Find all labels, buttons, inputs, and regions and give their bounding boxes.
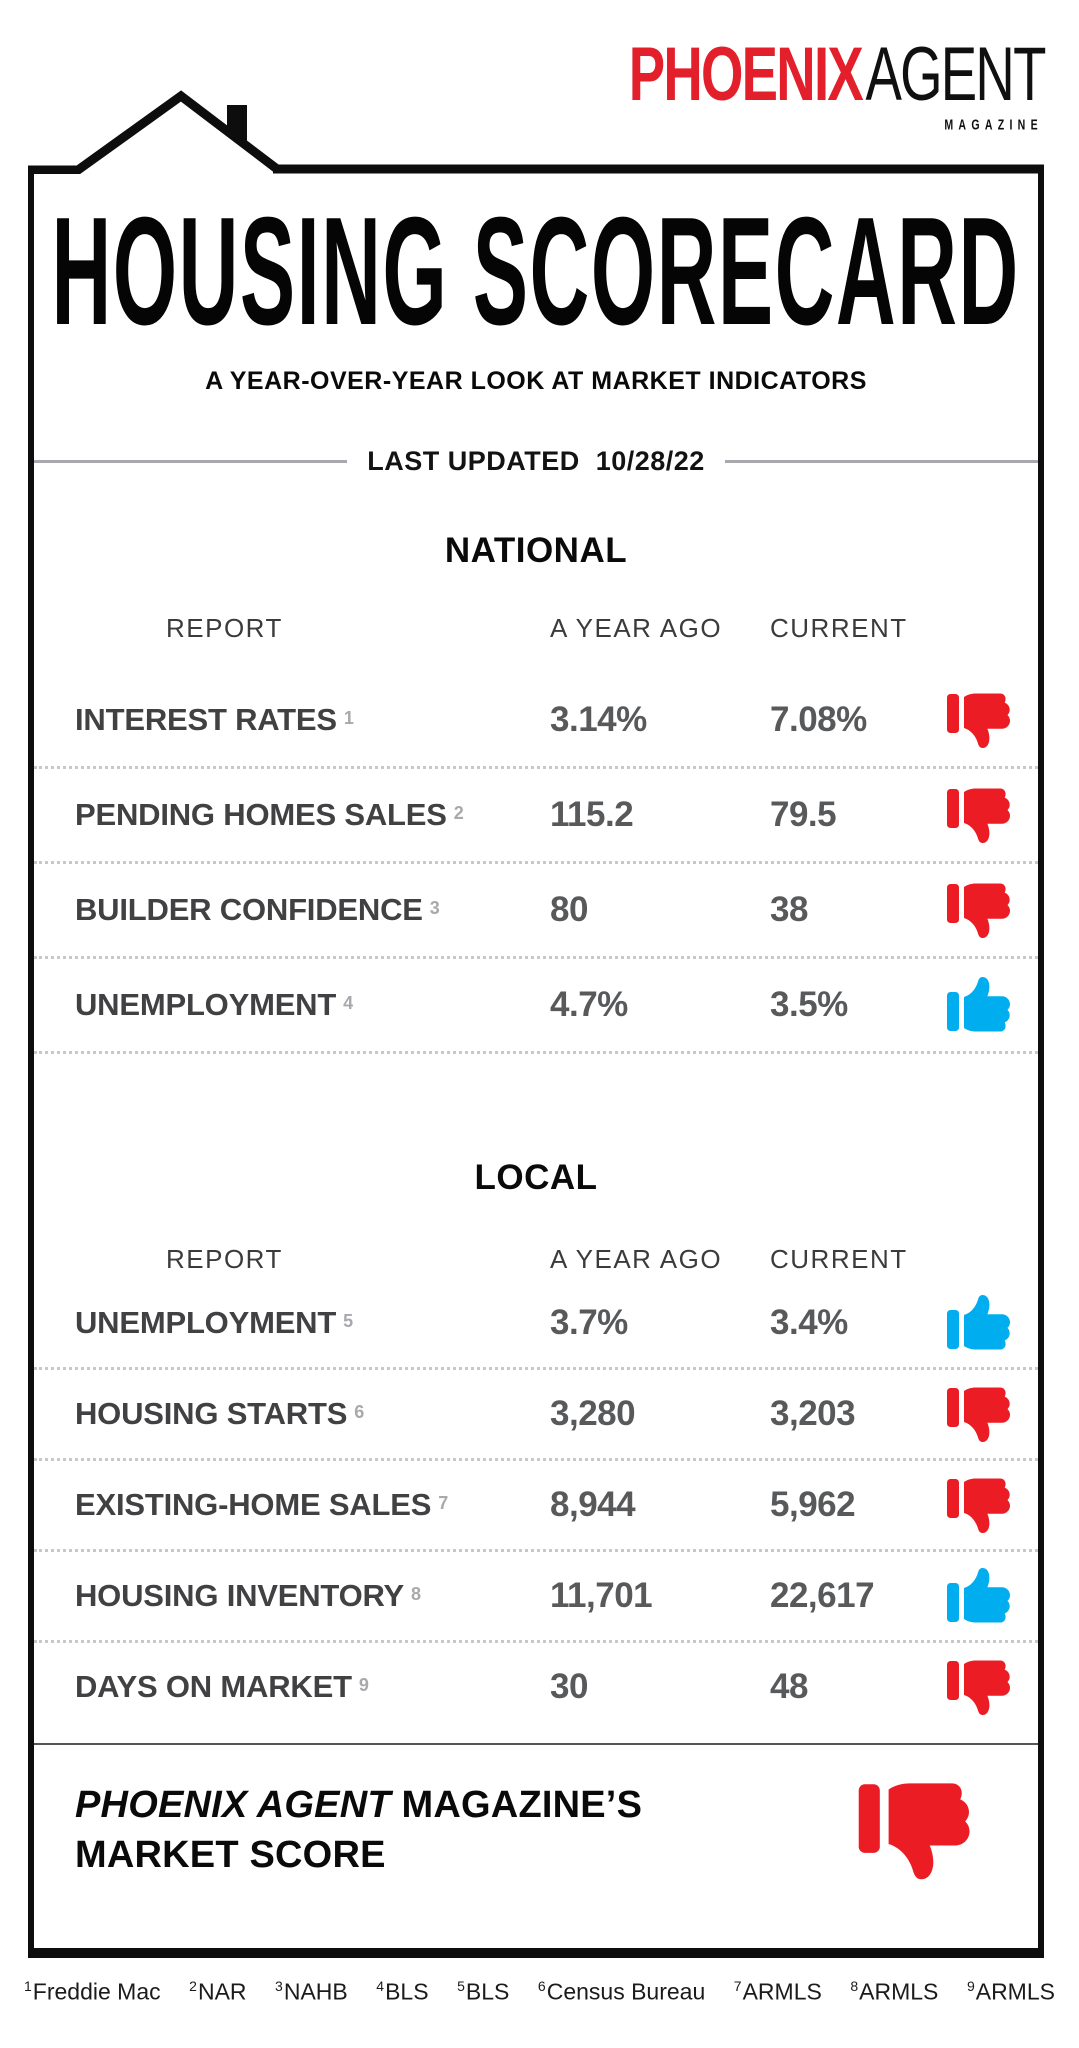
column-header-report: REPORT	[166, 613, 283, 643]
house-roof-icon	[28, 86, 1044, 174]
table-row	[34, 1367, 1038, 1458]
report-label: HOUSING INVENTORY	[75, 1578, 405, 1613]
current-value: 3,203	[770, 1394, 856, 1433]
thumbs-down-icon	[855, 1779, 975, 1881]
thumbs-up-icon	[946, 1293, 1012, 1353]
year-ago-value: 4.7%	[550, 985, 628, 1024]
year-ago-value: 80	[550, 890, 588, 929]
scorecard-box	[28, 169, 1044, 1958]
source-item: $^3$NAHB	[275, 1978, 348, 2005]
thumbs-down-icon	[946, 880, 1012, 940]
footnote-ref: 3	[429, 897, 440, 918]
report-label: INTEREST RATES	[75, 702, 337, 737]
year-ago-value: 3.14%	[550, 700, 647, 739]
dotted-divider	[34, 1051, 1038, 1054]
last-updated-label: LAST UPDATED	[367, 446, 580, 476]
thumbs-up-icon	[946, 975, 1012, 1035]
table-row	[34, 1549, 1038, 1640]
source-item: $^5$BLS	[457, 1978, 510, 2005]
section-title-local: LOCAL	[474, 1158, 598, 1197]
thumbs-down-icon	[946, 1657, 1012, 1717]
report-label: EXISTING-HOME SALES	[75, 1487, 432, 1522]
thumbs-up-icon	[946, 1566, 1012, 1626]
thumbs-down-icon	[946, 1384, 1012, 1444]
table-row	[34, 674, 1038, 766]
table-row	[34, 1279, 1038, 1367]
table-row	[34, 861, 1038, 956]
logo-brand-primary: PHOENIX	[629, 33, 863, 118]
divider-line-left	[34, 460, 347, 463]
market-score-label: MARKET SCORE	[75, 1834, 386, 1876]
source-item: $^7$ARMLS	[733, 1978, 822, 2005]
current-value: 79.5	[770, 795, 837, 834]
table-header-local	[34, 1244, 1038, 1275]
report-label: UNEMPLOYMENT	[75, 1305, 337, 1340]
report-label: BUILDER CONFIDENCE	[75, 892, 423, 927]
source-item: $^2$NAR	[189, 1978, 247, 2005]
column-header-current: CURRENT	[770, 613, 908, 643]
source-item: $^6$Census Bureau	[537, 1978, 706, 2005]
section-title-national: NATIONAL	[444, 531, 628, 570]
column-header-report: REPORT	[166, 1244, 283, 1274]
year-ago-value: 30	[550, 1667, 588, 1706]
source-item: $^9$ARMLS	[966, 1978, 1055, 2005]
footnote-ref: 8	[411, 1583, 422, 1604]
column-header-current: CURRENT	[770, 1244, 908, 1274]
table-row	[34, 1640, 1038, 1731]
column-header-year-ago: A YEAR AGO	[550, 613, 723, 643]
report-label: HOUSING STARTS	[75, 1396, 348, 1431]
source-item: $^8$ARMLS	[850, 1978, 939, 2005]
sources-footnotes	[0, 1978, 1079, 2006]
last-updated-date: 10/28/22	[595, 446, 705, 476]
table-row	[34, 1458, 1038, 1549]
current-value: 38	[770, 890, 808, 929]
current-value: 5,962	[770, 1485, 856, 1524]
thumbs-down-icon	[946, 785, 1012, 845]
thumbs-down-icon	[946, 690, 1012, 750]
current-value: 48	[770, 1667, 808, 1706]
footnote-ref: 4	[343, 992, 354, 1013]
source-item: $^1$Freddie Mac	[24, 1978, 161, 2005]
year-ago-value: 3.7%	[550, 1303, 628, 1342]
source-item: $^4$BLS	[376, 1978, 429, 2005]
year-ago-value: 115.2	[550, 795, 634, 834]
table-national	[34, 674, 1038, 1054]
current-value: 7.08%	[770, 700, 867, 739]
logo-tagline: MAGAZINE	[944, 116, 1044, 134]
year-ago-value: 3,280	[550, 1394, 636, 1433]
table-local	[34, 1279, 1038, 1731]
current-value: 3.4%	[770, 1303, 848, 1342]
page-title: HOUSING SCORECARD	[51, 185, 1021, 357]
current-value: 22,617	[770, 1576, 875, 1615]
footnote-ref: 6	[354, 1401, 365, 1422]
report-label: UNEMPLOYMENT	[75, 987, 337, 1022]
column-header-year-ago: A YEAR AGO	[550, 1244, 723, 1274]
footnote-ref: 1	[343, 707, 354, 728]
table-row	[34, 766, 1038, 861]
divider-line-right	[725, 460, 1038, 463]
table-header-national	[34, 613, 1038, 644]
year-ago-value: 11,701	[550, 1576, 653, 1615]
logo-brand-secondary: AGENT	[865, 33, 1045, 118]
last-updated-row	[34, 446, 1038, 477]
page-subtitle: A YEAR-OVER-YEAR LOOK AT MARKET INDICATORS	[205, 367, 867, 395]
report-label: DAYS ON MARKET	[75, 1669, 352, 1704]
year-ago-value: 8,944	[550, 1485, 636, 1524]
market-score-brand: PHOENIX AGENT	[75, 1784, 391, 1826]
thumbs-down-icon	[946, 1475, 1012, 1535]
footnote-ref: 7	[438, 1492, 449, 1513]
report-label: PENDING HOMES SALES	[75, 797, 447, 832]
market-score	[34, 1745, 1038, 1881]
market-score-suffix: MAGAZINE’S	[390, 1784, 643, 1826]
current-value: 3.5%	[770, 985, 848, 1024]
footnote-ref: 9	[358, 1674, 369, 1695]
footnote-ref: 5	[343, 1310, 354, 1331]
footnote-ref: 2	[453, 802, 464, 823]
table-row	[34, 956, 1038, 1051]
